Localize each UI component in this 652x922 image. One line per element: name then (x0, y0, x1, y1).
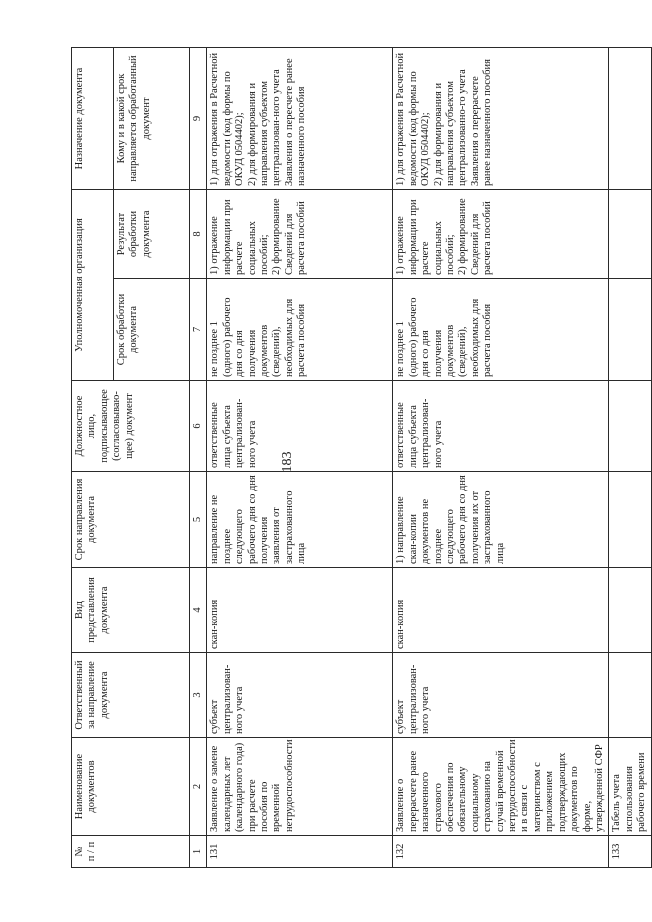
row-number: 132 (393, 836, 609, 868)
cell-purpose (609, 48, 651, 190)
cell-purpose: 1) для отражения в Расчетной ведомости (код формы по ОКУД 0504402); 2) для формирования и направления субъектом централизован-ного учета Заявления о пересчете ранее назначенного пособия (207, 48, 393, 190)
cell-result: 1) отражение информации при расчете социальных пособий; 2) формирование Сведений для расчета пособий (207, 190, 393, 279)
header-org-result: Результат обработки документа (114, 190, 190, 279)
cell-processing: не позднее 1 (одного) рабочего дня со дня получения документов (сведений), необходимых для расчета пособия (393, 279, 609, 381)
header-purpose-to-whom: Кому и в какой срок направляется обработанный документ (114, 48, 190, 190)
table-row (609, 48, 651, 868)
column-number: 5 (190, 472, 207, 568)
cell-responsible (609, 653, 651, 738)
column-number: 7 (190, 279, 207, 381)
table-row (393, 48, 609, 868)
column-number: 2 (190, 738, 207, 836)
header-org-processing: Срок обработки документа (114, 279, 190, 381)
cell-deadline (609, 472, 651, 568)
header-official: Должностное лицо, подписывающее (согласовываю-щее) документ (72, 381, 190, 472)
cell-name: Заявление о перерасчете ранее назначенного страхового обеспечения по обязательному социальному страхованию на случай временной нетрудоспособности и в связи с материнством с приложением подтверждающих документов по форме, утвержденной СФР (393, 738, 609, 836)
cell-deadline: направление не позднее следующего рабочего дня со дня получения заявления от застрахованного лица (207, 472, 393, 568)
page-number: 183 (280, 451, 295, 473)
document-table (71, 47, 652, 868)
table-row (207, 48, 393, 868)
header-org-group: Уполномоченная организация (72, 190, 114, 381)
header-name: Наименование документов (72, 738, 190, 836)
cell-result (609, 190, 651, 279)
cell-type: скан-копия (207, 568, 393, 653)
row-number: 131 (207, 836, 393, 868)
header-purpose-group: Назначение документа (72, 48, 114, 190)
column-number: 4 (190, 568, 207, 653)
cell-responsible: субъект централизован-ного учета (393, 653, 609, 738)
column-number: 1 (190, 836, 207, 868)
cell-processing (609, 279, 651, 381)
rotated-page-content (71, 48, 648, 868)
column-number: 8 (190, 190, 207, 279)
header-responsible: Ответственный за направление документа (72, 653, 190, 738)
cell-purpose: 1) для отражения в Расчетной ведомости (код формы по ОКУД 0504402); 2) для формирования и направления субъектом централизованно-го учета Заявления о перерасчете ранее назначенного пособия (393, 48, 609, 190)
column-number: 6 (190, 381, 207, 472)
header-deadline: Срок направления документа (72, 472, 190, 568)
cell-name: Табель учета использования рабочего времени (609, 738, 651, 836)
cell-responsible: субъект централизован-ного учета (207, 653, 393, 738)
cell-official (609, 381, 651, 472)
cell-deadline: 1) направление скан-копии документов не позднее следующего рабочего дня со дня получения их от застрахованного лица (393, 472, 609, 568)
cell-type (609, 568, 651, 653)
column-number: 3 (190, 653, 207, 738)
cell-official: ответственные лица субъекта централизован-ного учета (393, 381, 609, 472)
cell-type: скан-копия (393, 568, 609, 653)
row-number: 133 (609, 836, 651, 868)
header-no: № п / п (72, 836, 190, 868)
column-number: 9 (190, 48, 207, 190)
cell-official: ответственные лица субъекта централизован-ного учета (207, 381, 393, 472)
cell-processing: не позднее 1 (одного) рабочего дня со дня получения документов (сведений), необходимых для расчета пособия (207, 279, 393, 381)
header-type: Вид представления документа (72, 568, 190, 653)
cell-result: 1) отражение информации при расчете социальных пособий; 2) формирование Сведений для расчета пособий (393, 190, 609, 279)
cell-name: Заявление о замене календарных лет (календарного года) при расчете пособия по временной нетрудоспособности (207, 738, 393, 836)
